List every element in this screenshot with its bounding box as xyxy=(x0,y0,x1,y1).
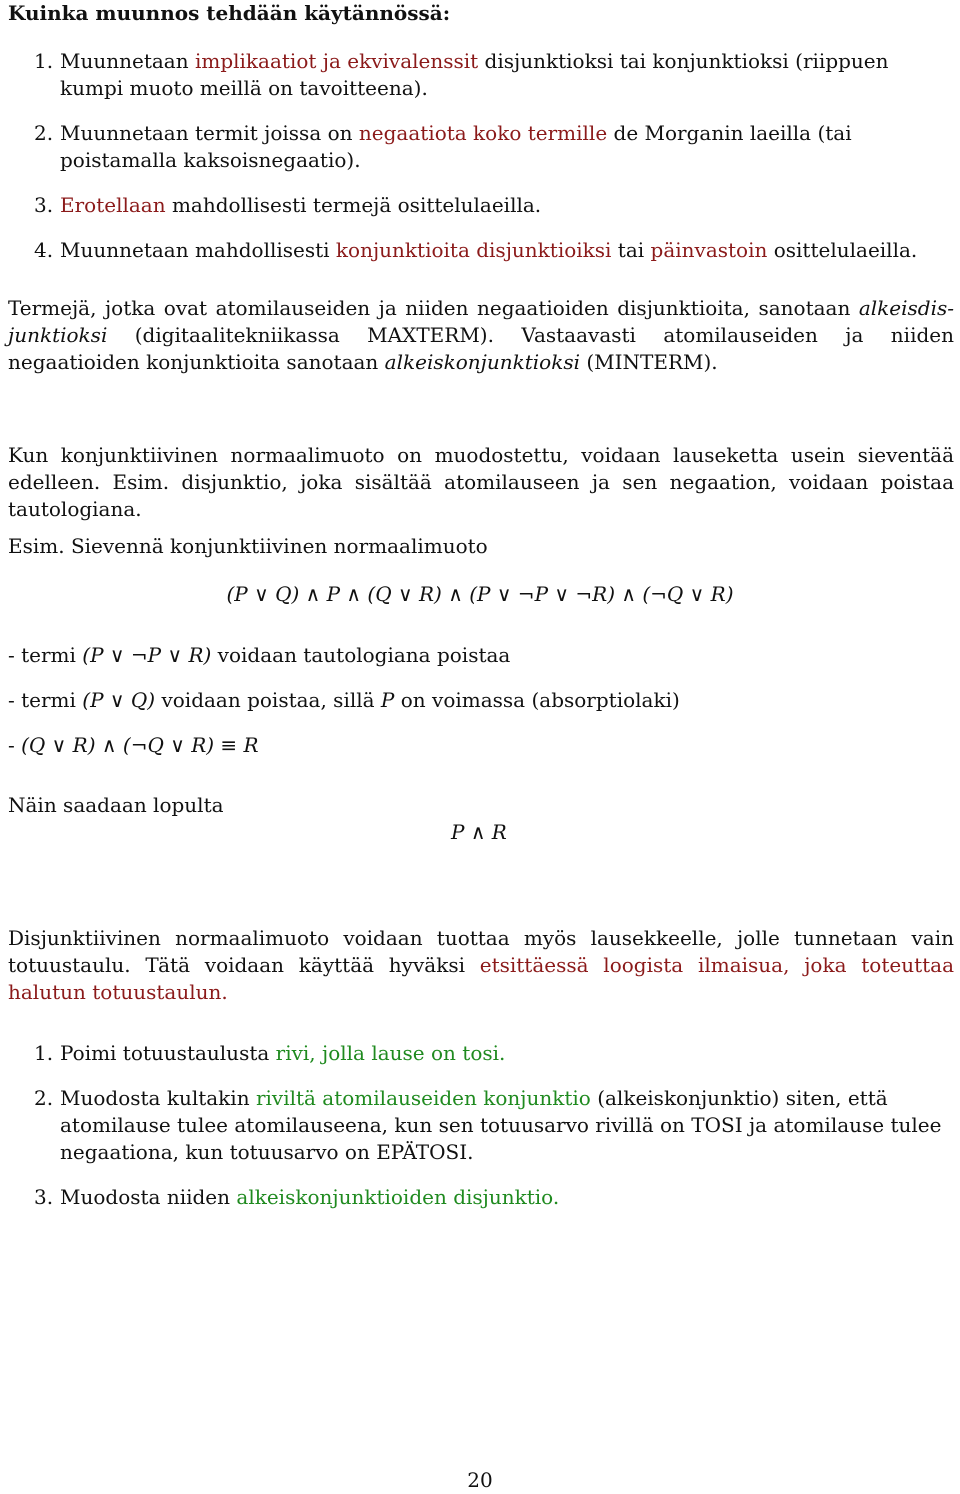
list-item xyxy=(8,120,954,174)
bullet-item xyxy=(8,687,954,714)
list-item-number: 1. xyxy=(34,1041,54,1065)
list-item-text: negaatiota koko termille xyxy=(358,121,608,145)
paragraph-dnf xyxy=(8,925,954,1006)
list-item-number: 3. xyxy=(34,193,54,217)
example-intro: Esim. Sievennä konjunktiivinen normaalimuoto xyxy=(8,534,488,558)
list-item xyxy=(8,48,954,102)
conversion-steps-list xyxy=(8,48,954,264)
bullet-math: (Q ∨ R) ∧ (¬Q ∨ R) ≡ R xyxy=(21,733,259,757)
list-item-text: Muunnetaan mahdollisesti xyxy=(60,238,336,262)
list-item-number: 2. xyxy=(34,1086,54,1110)
list-item xyxy=(8,1184,954,1211)
bullet-math: (P ∨ Q) xyxy=(82,688,156,712)
bullet-text: on voimassa (absorptiolaki) xyxy=(394,688,680,712)
list-item-number: 1. xyxy=(34,49,54,73)
list-item-text: alkeiskonjunktioiden disjunktio. xyxy=(236,1185,560,1209)
list-item xyxy=(8,1085,954,1166)
list-item-text: tai xyxy=(611,238,651,262)
list-item-text: Muodosta niiden xyxy=(60,1185,237,1209)
list-item-text: Poimi totuustaulusta xyxy=(60,1041,276,1065)
list-item-number: 3. xyxy=(34,1185,54,1209)
list-item-number: 2. xyxy=(34,121,54,145)
bullet-text: voidaan tautologiana poistaa xyxy=(211,643,511,667)
paragraph-text: Termejä, jotka ovat atomilauseiden ja niiden negaatioiden disjunktioita, sanotaan xyxy=(8,296,859,320)
list-item-text: Muunnetaan termit joissa on xyxy=(60,121,359,145)
page-number: 20 xyxy=(467,1468,493,1492)
list-item-text: päinvastoin xyxy=(650,238,768,262)
list-item-text: konjunktioita disjunktioiksi xyxy=(335,238,612,262)
list-item-text: Muodosta kultakin xyxy=(60,1086,256,1110)
list-item-text: osittelulaeilla. xyxy=(767,238,918,262)
list-item-text: riviltä atomilauseiden konjunktio xyxy=(255,1086,591,1110)
list-item-text: mahdollisesti termejä osittelulaeilla. xyxy=(165,193,542,217)
bullet-math: P xyxy=(380,688,395,712)
paragraph-text: alkeisdis-junktioksi xyxy=(8,296,954,347)
bullet-text: - termi xyxy=(8,688,83,712)
paragraph-text: (MINTERM). xyxy=(579,350,718,374)
simplification-bullets xyxy=(8,642,954,777)
paragraph-simplify: Kun konjunktiivinen normaalimuoto on muodostettu, voidaan lauseketta usein sieventää edelleen. Esim. disjunktio, joka sisältää atomilauseen ja sen negaation, voidaan poistaa tautologiana. xyxy=(8,443,954,521)
paragraph-text: alkeiskonjunktioksi xyxy=(384,350,580,374)
list-item-text: Muunnetaan xyxy=(60,49,195,73)
paragraph-text: etsittäessä loogista ilmaisua, joka toteuttaa halutun totuustaulun. xyxy=(8,953,954,1004)
result-intro: Näin saadaan lopulta xyxy=(8,793,224,817)
bullet-math: (P ∨ ¬P ∨ R) xyxy=(82,643,212,667)
bullet-text: - termi xyxy=(8,643,83,667)
bullet-text: - xyxy=(8,733,22,757)
formula-result: P ∧ R xyxy=(451,820,507,844)
paragraph-text: (digitaalitekniikassa MAXTERM). Vastaavasti atomilauseiden ja niiden negaatioiden konjunktioita sanotaan xyxy=(8,323,954,374)
list-item-text: rivi, jolla lause on tosi. xyxy=(275,1041,506,1065)
list-item-number: 4. xyxy=(34,238,54,262)
list-item-text: (alkeiskonjunktio) siten, että atomilause tulee atomilauseena, kun sen totuusarvo rivillä on TOSI ja atomilause tulee negaationa, kun totuusarvo on EPÄTOSI. xyxy=(60,1086,942,1164)
list-item-text: disjunktioksi tai konjunktioksi (riippuen kumpi muoto meillä on tavoitteena). xyxy=(60,49,889,100)
list-item-text: Erotellaan xyxy=(60,193,166,217)
paragraph-text: Disjunktiivinen normaalimuoto voidaan tuottaa myös lausekkeelle, jolle tunnetaan vain totuustaulu. Tätä voidaan käyttää hyväksi xyxy=(8,926,954,977)
list-item xyxy=(8,237,954,264)
list-item-text: de Morganin laeilla (tai poistamalla kaksoisnegaatio). xyxy=(60,121,852,172)
paragraph-terms xyxy=(8,295,954,376)
list-item xyxy=(8,192,954,219)
section-heading: Kuinka muunnos tehdään käytännössä: xyxy=(8,1,451,25)
list-item xyxy=(8,1040,954,1067)
bullet-item xyxy=(8,642,954,669)
truth-table-steps-list xyxy=(8,1040,954,1211)
bullet-text: voidaan poistaa, sillä xyxy=(155,688,381,712)
formula-main: (P ∨ Q) ∧ P ∧ (Q ∨ R) ∧ (P ∨ ¬P ∨ ¬R) ∧ (¬Q ∨ R) xyxy=(226,582,734,606)
list-item-text: implikaatiot ja ekvivalenssit xyxy=(194,49,479,73)
bullet-item xyxy=(8,732,954,759)
